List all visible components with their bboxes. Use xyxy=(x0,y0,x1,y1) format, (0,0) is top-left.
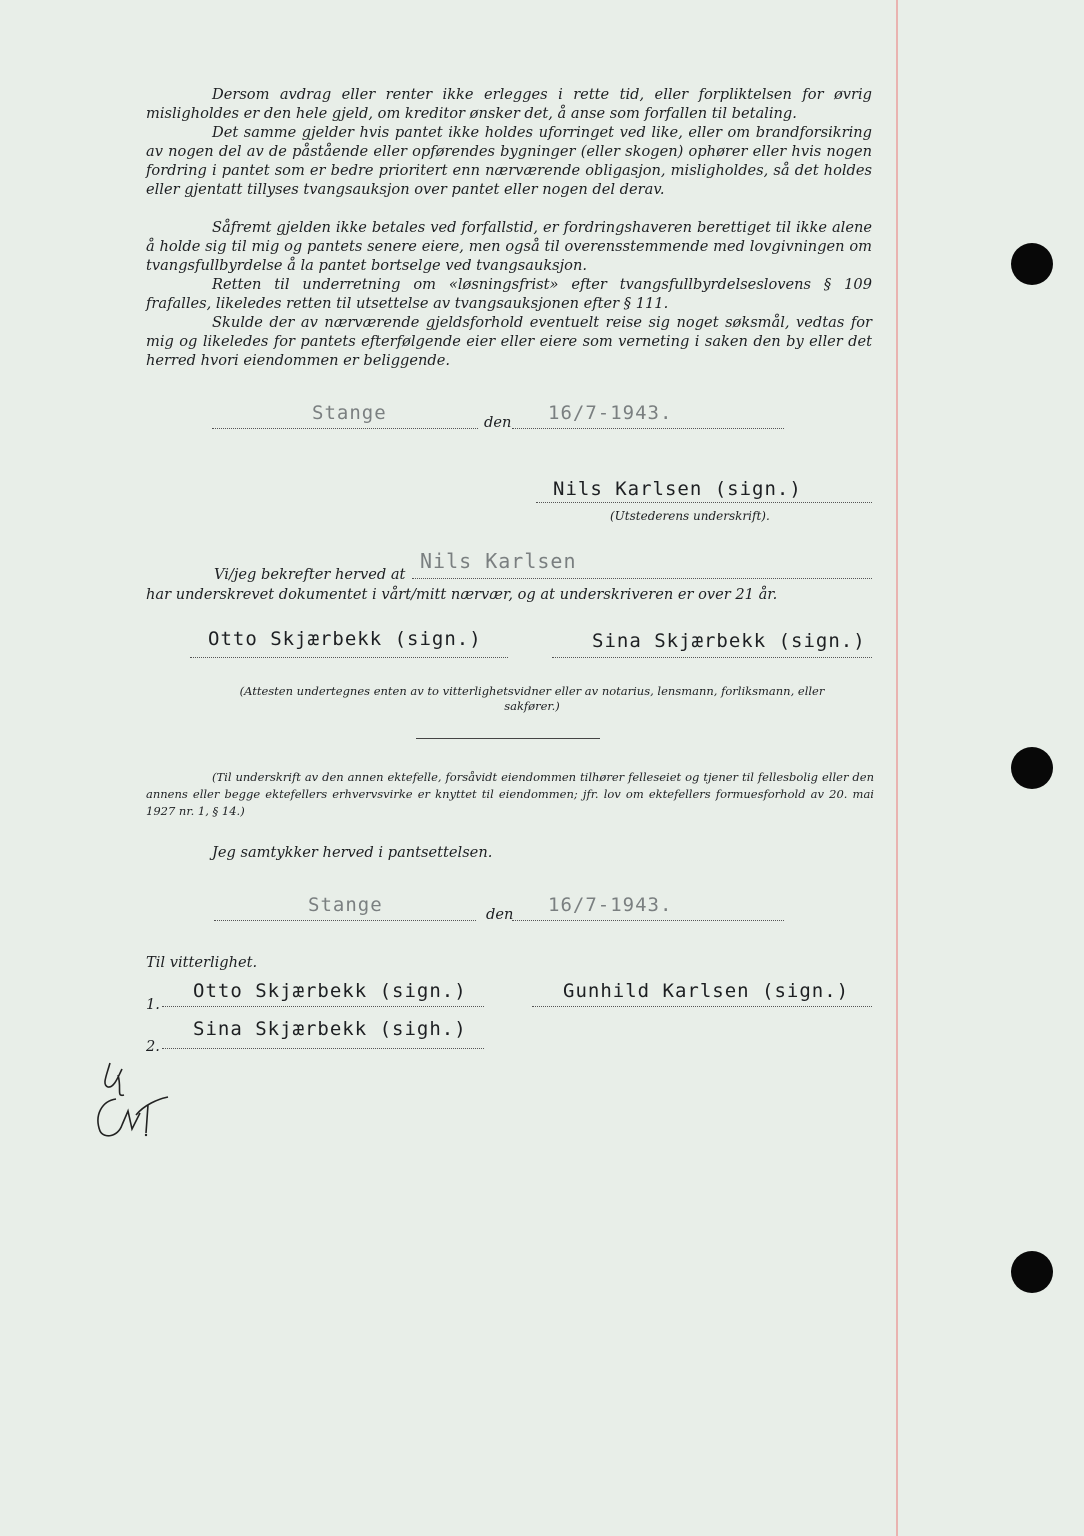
punch-hole xyxy=(1011,1251,1053,1293)
paragraph-release-period: Retten til underretning om «løsningsfrist» efter tvangsfullbyrdelseslovens § 109 frafalles, likeledes retten til utsettelse av tvangsauksjonen efter § 111. xyxy=(146,276,872,312)
paragraph-maturity: Såfremt gjelden ikke betales ved forfallstid, er fordringshaveren berettiget til ikke alene å holde sig til mig og pantets senere eiere, men også til overensstemmende med lovgivningen om tvangsfullbyrdelse å la pantet bortselge ved tvangsauksjon. xyxy=(146,219,872,274)
paragraph-default: Dersom avdrag eller renter ikke erlegges i rette tid, eller forpliktelsen for øvrig misligholdes er den hele gjeld, om kreditor ønsker det, å anse som forfallen til betaling. xyxy=(146,86,872,122)
handwritten-initials xyxy=(88,1055,178,1145)
spouse-signature: Gunhild Karlsen (sign.) xyxy=(563,980,850,1002)
place-stange-1: Stange xyxy=(312,402,387,424)
attest-note: (Attesten undertegnes enten av to vitterlighetsvidner eller av notarius, lensmann, forliksmann, eller sakfører.) xyxy=(239,684,825,713)
til-vitterlighet: Til vitterlighet. xyxy=(146,954,258,971)
place-stange-2: Stange xyxy=(308,894,383,916)
witness-line-2 xyxy=(162,1048,484,1049)
attest-line-2: har underskrevet dokumentet i vårt/mitt nærvær, og at underskriveren er over 21 år. xyxy=(146,586,778,603)
paragraph-venue: Skulde der av nærværende gjeldsforhold eventuelt reise sig noget søksmål, vedtas for mig og likeledes for pantets efterfølgende eier eller eiere som verneting i saken den by eller det herred hvori eiendommen er beliggende. xyxy=(146,314,872,369)
consent-text: Jeg samtykker herved i pantsettelsen. xyxy=(212,844,493,861)
den-label-1: den xyxy=(484,414,512,431)
witness-signature-2: Sina Skjærbekk (sigh.) xyxy=(193,1018,467,1040)
place-line-2 xyxy=(214,920,476,921)
witness-number-2: 2. xyxy=(146,1038,160,1055)
issuer-signature: Nils Karlsen (sign.) xyxy=(553,478,802,500)
spouse-note: (Til underskrift av den annen ektefelle, forsåvidt eiendommen tilhører felleseiet og tjener til fellesbolig eller den annens eller begge ektefellers erhvervsvirke er knyttet til eiendommen; jfr. lov om ektefellers formuesforhold av 20. mai 1927 nr. 1, § 14.) xyxy=(146,770,874,818)
issuer-caption: (Utstederens underskrift). xyxy=(610,509,770,523)
spouse-signature-line xyxy=(532,1006,872,1007)
witness-2-signature: Sina Skjærbekk (sign.) xyxy=(592,630,866,652)
witness-1-line xyxy=(190,657,508,658)
witness-signature-1: Otto Skjærbekk (sign.) xyxy=(193,980,467,1002)
witness-number-1: 1. xyxy=(146,996,160,1013)
punch-hole xyxy=(1011,747,1053,789)
date-line-2 xyxy=(512,920,784,921)
den-label-2: den xyxy=(486,906,514,923)
witness-1-signature: Otto Skjærbekk (sign.) xyxy=(208,628,482,650)
date-2: 16/7-1943. xyxy=(548,894,673,916)
attest-name-line xyxy=(412,578,872,579)
witness-line-1 xyxy=(162,1006,484,1007)
paragraph-insurance: Det samme gjelder hvis pantet ikke holdes uforringet ved like, eller om brandforsikring av nogen del av de påstående eller opførendes bygninger (eller skogen) ophører eller hvis nogen fordring i pantet som er bedre prioritert enn nærværende obligasjon, misligholdes, så det holdes eller gjentatt tillyses tvangsauksjon over pantet eller nogen del derav. xyxy=(146,124,872,198)
witness-2-line xyxy=(552,657,872,658)
attest-prefix: Vi/jeg bekrefter herved at xyxy=(214,566,406,583)
date-1: 16/7-1943. xyxy=(548,402,673,424)
issuer-signature-line xyxy=(536,502,872,503)
divider-line xyxy=(416,738,600,739)
place-line-1 xyxy=(212,428,478,429)
red-margin-line xyxy=(896,0,898,1536)
date-line-1 xyxy=(512,428,784,429)
punch-hole xyxy=(1011,243,1053,285)
attest-name: Nils Karlsen xyxy=(420,549,577,573)
